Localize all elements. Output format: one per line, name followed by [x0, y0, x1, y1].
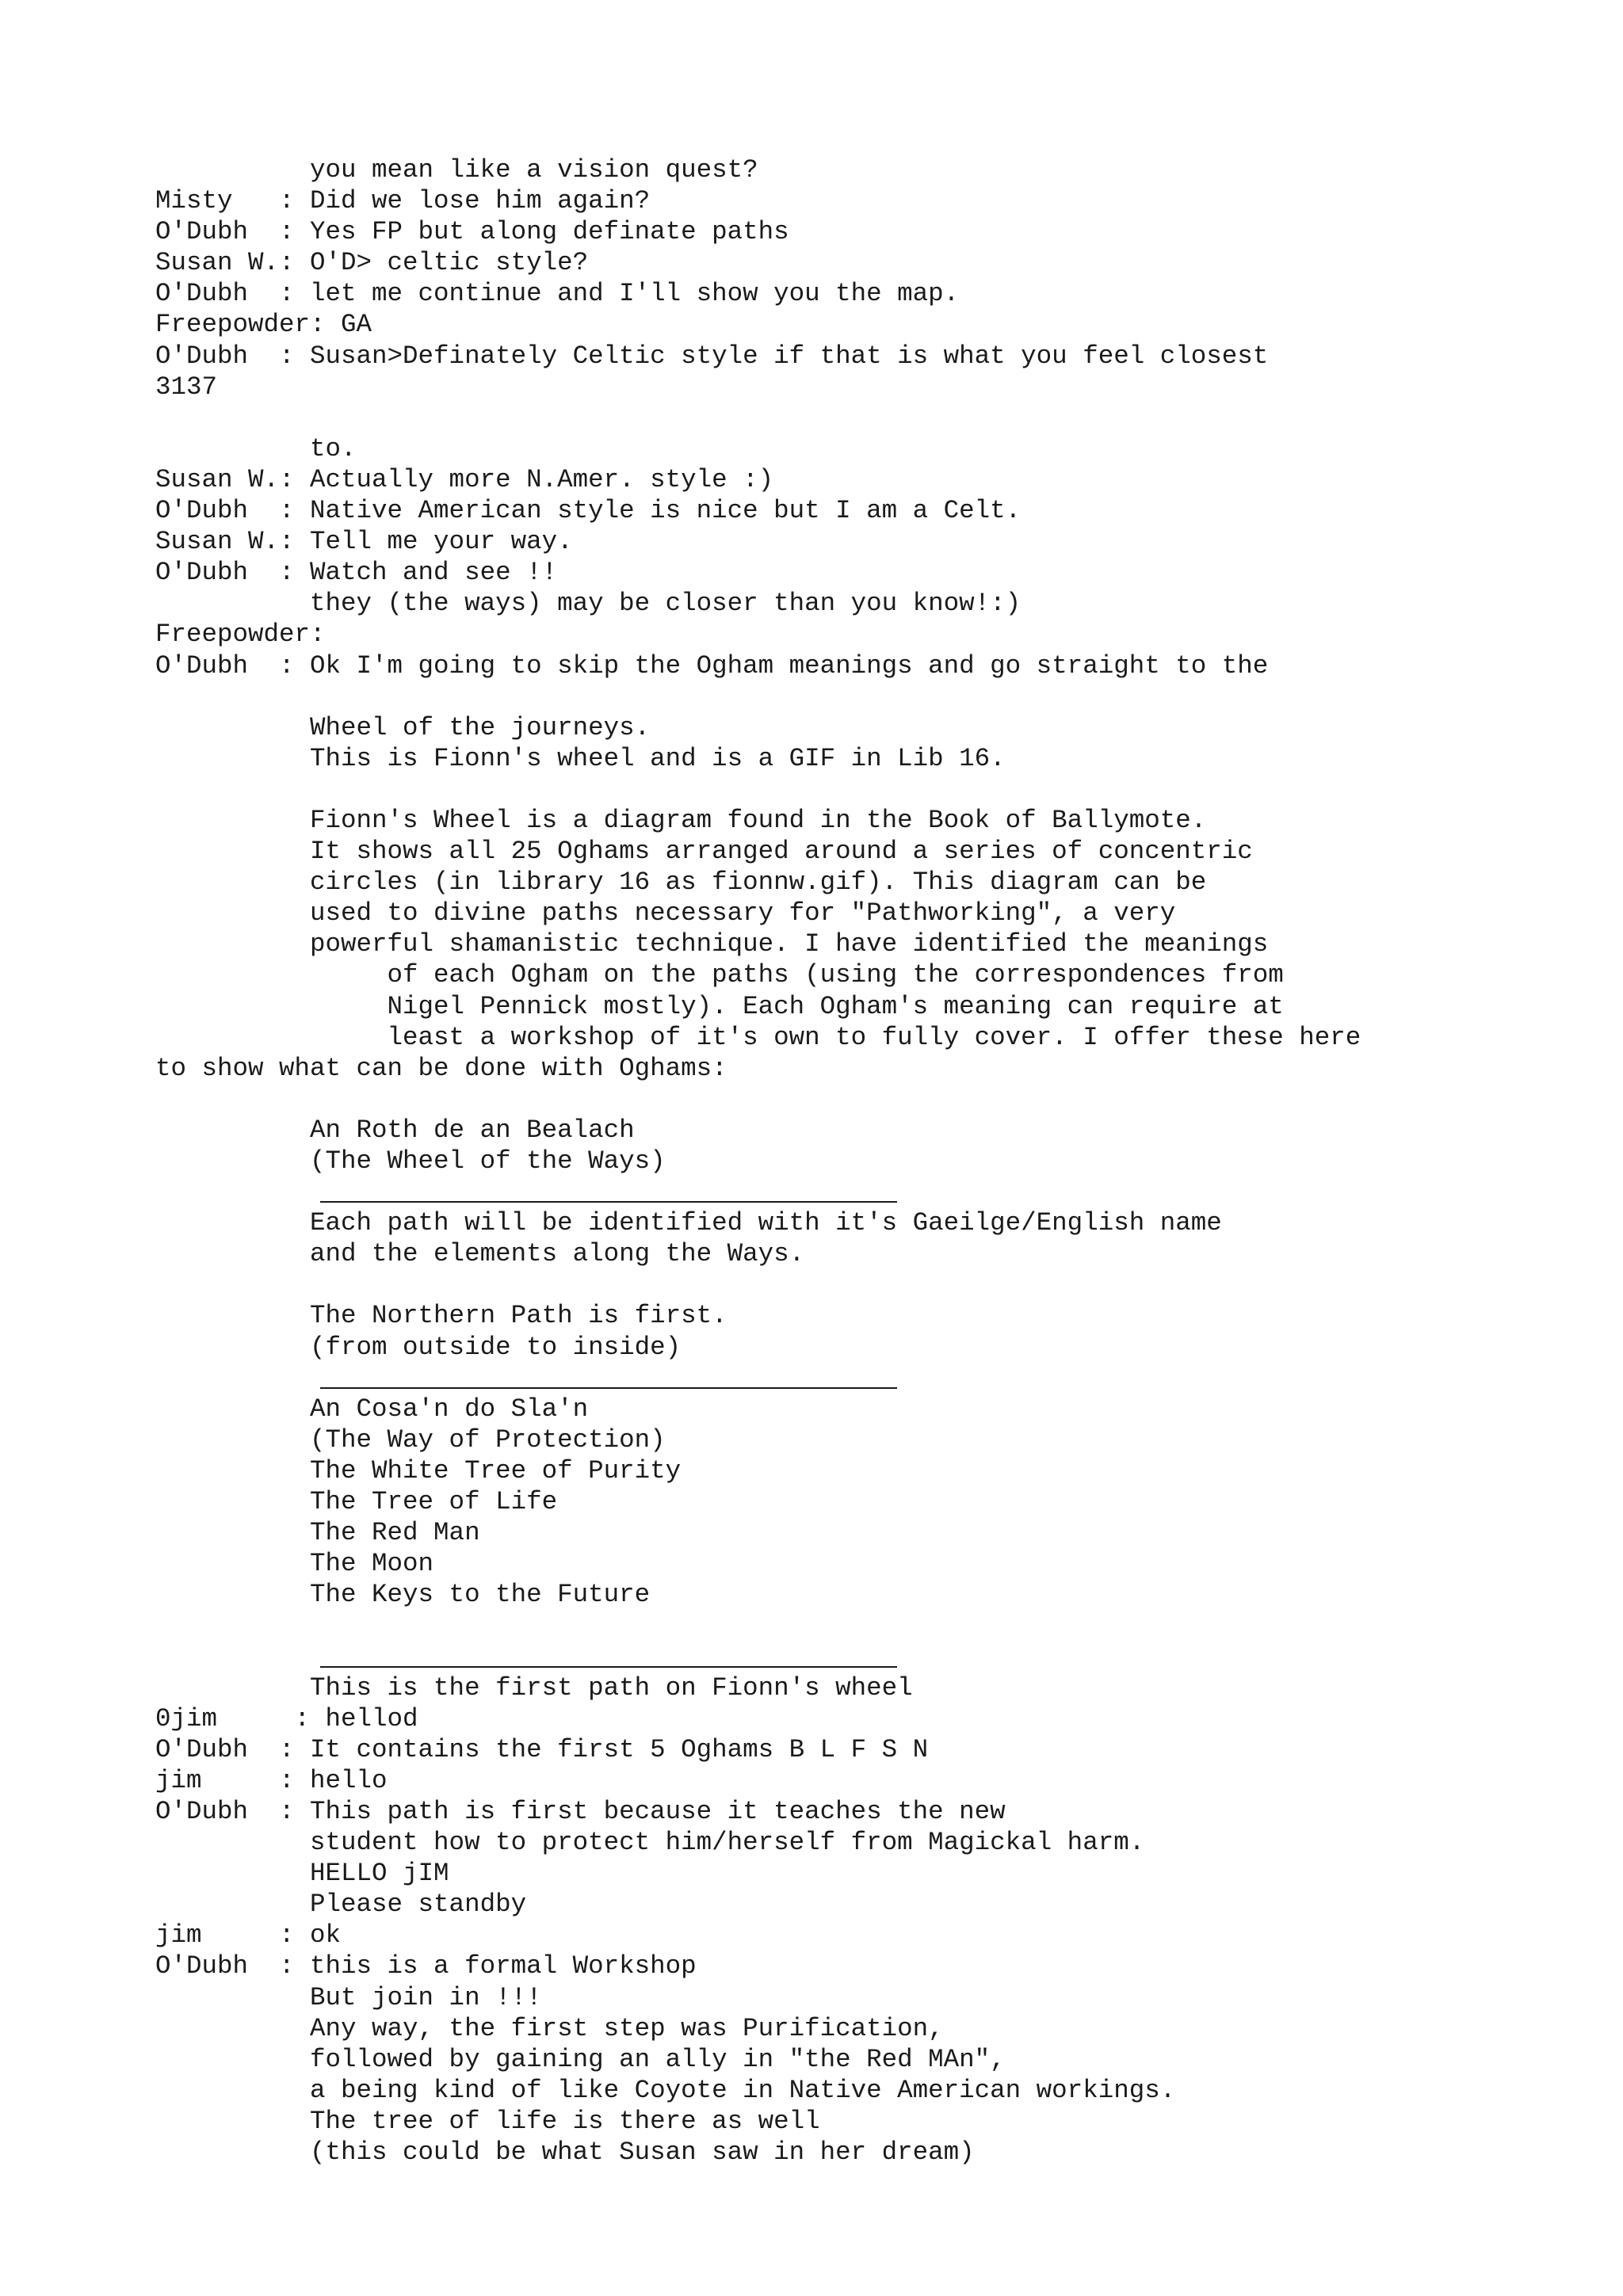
transcript-line: Each path will be identified with it's Gaeilge/English name	[155, 1208, 1222, 1238]
transcript-line: The tree of life is there as well	[155, 2106, 820, 2136]
transcript-line: The Red Man	[155, 1518, 480, 1548]
transcript-line: This is the first path on Fionn's wheel	[155, 1672, 913, 1703]
transcript-line: Please standby	[155, 1890, 527, 1920]
blank-line	[155, 402, 1361, 433]
transcript-line: a being kind of like Coyote in Native American workings.	[155, 2075, 1176, 2105]
blank-line	[155, 1084, 1361, 1115]
transcript-line: Any way, the first step was Purification,	[155, 2013, 944, 2043]
transcript-line: to show what can be done with Oghams:	[155, 1053, 727, 1083]
transcript-line: Susan W.: Tell me your way.	[155, 527, 573, 557]
transcript-line: followed by gaining an ally in "the Red MAn",	[155, 2044, 1006, 2074]
blank-line	[155, 774, 1361, 805]
transcript-line: Nigel Pennick mostly). Each Ogham's meaning can require at	[155, 991, 1284, 1021]
transcript-line: O'Dubh : Yes FP but along definate paths	[155, 217, 789, 247]
transcript-line: An Roth de an Bealach	[155, 1115, 635, 1145]
transcript-line: O'Dubh : let me continue and I'll show you the map.	[155, 279, 960, 309]
transcript-line: Susan W.: Actually more N.Amer. style :)	[155, 464, 774, 494]
transcript-line: O'Dubh : Native American style is nice but I am a Celt.	[155, 496, 1022, 526]
transcript-line: powerful shamanistic technique. I have identified the meanings	[155, 929, 1269, 959]
transcript-line: they (the ways) may be closer than you know!:)	[155, 589, 1022, 619]
transcript-line: (from outside to inside)	[155, 1332, 682, 1362]
transcript-line: student how to protect him/herself from Magickal harm.	[155, 1828, 1145, 1858]
transcript-line: The Tree of Life	[155, 1487, 558, 1517]
transcript-line: O'Dubh : It contains the first 5 Oghams B L F S N	[155, 1734, 929, 1764]
blank-line	[155, 1610, 1361, 1641]
transcript-line: But join in !!!	[155, 1982, 542, 2012]
transcript-line: Misty : Did we lose him again?	[155, 186, 651, 216]
transcript-line: 3137	[155, 372, 218, 402]
transcript-line: O'Dubh : Watch and see !!	[155, 558, 558, 588]
transcript-line: used to divine paths necessary for "Pathworking", a very	[155, 898, 1176, 929]
transcript-line: jim : ok	[155, 1920, 342, 1951]
transcript-line: of each Ogham on the paths (using the correspondences from	[155, 960, 1284, 990]
transcript-line: (this could be what Susan saw in her dream)	[155, 2138, 975, 2167]
transcript-line: The White Tree of Purity	[155, 1455, 682, 1486]
transcript-line: O'Dubh : this is a formal Workshop	[155, 1951, 697, 1981]
transcript-page	[155, 154, 1361, 2168]
transcript-line: Wheel of the journeys.	[155, 712, 651, 742]
transcript-line: O'Dubh : This path is first because it teaches the new	[155, 1796, 1006, 1826]
transcript-line: O'Dubh : Ok I'm going to skip the Ogham meanings and go straight to the	[155, 650, 1269, 681]
transcript-line: Fionn's Wheel is a diagram found in the Book of Ballymote.	[155, 805, 1207, 835]
transcript-line: An Cosa'n do Sla'n	[155, 1394, 589, 1424]
transcript-line: (The Way of Protection)	[155, 1425, 666, 1455]
transcript-line: It shows all 25 Oghams arranged around a series of concentric	[155, 837, 1253, 867]
blank-line	[155, 681, 1361, 712]
transcript-line: you mean like a vision quest?	[155, 155, 758, 185]
transcript-line: and the elements along the Ways.	[155, 1239, 805, 1269]
transcript-line: The Moon	[155, 1549, 434, 1579]
separator-rule	[155, 1363, 1361, 1394]
transcript-line: jim : hello	[155, 1765, 388, 1795]
transcript-line: This is Fionn's wheel and is a GIF in Lib 16.	[155, 743, 1006, 773]
transcript-line: least a workshop of it's own to fully cover. I offer these here	[155, 1022, 1361, 1052]
transcript-line: (The Wheel of the Ways)	[155, 1146, 666, 1176]
separator-rule	[155, 1642, 1361, 1672]
transcript-line: O'Dubh : Susan>Definately Celtic style if that is what you feel closest	[155, 341, 1269, 371]
blank-line	[155, 1269, 1361, 1300]
transcript-line: The Northern Path is first.	[155, 1301, 727, 1331]
transcript-line: 0jim : hellod	[155, 1703, 418, 1733]
transcript-line: Susan W.: O'D> celtic style?	[155, 248, 589, 278]
transcript-line: Freepowder:	[155, 620, 326, 650]
transcript-line: The Keys to the Future	[155, 1580, 651, 1610]
transcript-line: HELLO jIM	[155, 1859, 449, 1889]
transcript-line: to.	[155, 433, 357, 463]
transcript-line: Freepowder: GA	[155, 310, 372, 340]
separator-rule	[155, 1177, 1361, 1207]
transcript-line: circles (in library 16 as fionnw.gif). This diagram can be	[155, 868, 1207, 898]
